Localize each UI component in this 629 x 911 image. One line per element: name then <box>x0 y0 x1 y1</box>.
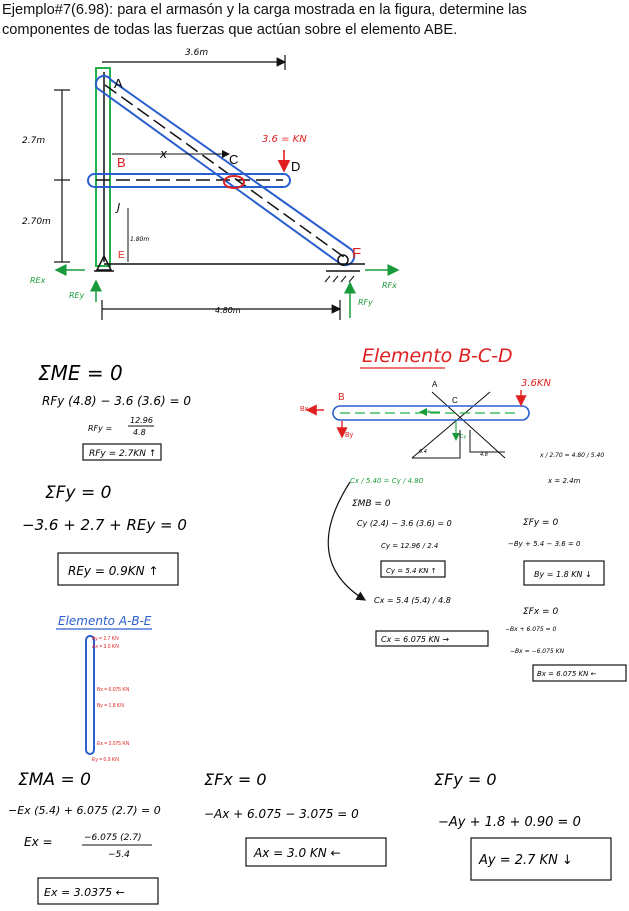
bcd-a-label: A <box>432 380 438 389</box>
bcd-cx-frac: Cx = 5.4 (5.4) / 4.8 <box>374 596 451 605</box>
dim-small-label: 1.80m <box>130 236 150 243</box>
bcd-c-label: C <box>452 396 458 405</box>
bcd-cy-frac: Cy = 12.96 / 2.4 <box>381 542 439 550</box>
ex-frac-num: −6.075 (2.7) <box>84 833 142 843</box>
bcd-ratio2: x / 2.70 = 4.80 / 5.40 <box>540 452 605 459</box>
abe-by: By = 1.8 KN <box>97 703 124 709</box>
bcd-title: Elemento B-C-D <box>362 345 513 367</box>
sum-fy-frame-block <box>22 483 187 585</box>
rfy-result: RFy = 2.7KN ↑ <box>89 449 157 459</box>
dim-x-label: x <box>160 147 168 161</box>
point-e-label: E <box>118 250 125 261</box>
ax-result: Ax = 3.0 KN ← <box>254 846 341 860</box>
bcd-fx-eq1: −Bx + 6.075 = 0 <box>505 626 557 633</box>
point-f-label: F <box>352 245 362 262</box>
abe-block <box>56 614 152 763</box>
ex-frac-den: −5.4 <box>108 850 130 860</box>
rey-result: REy = 0.9KN ↑ <box>68 564 159 578</box>
bcd-load-label: 3.6KN <box>521 378 551 389</box>
rey-label: REy <box>69 291 85 300</box>
sum-fy-eq: −3.6 + 2.7 + REy = 0 <box>22 516 187 534</box>
bcd-by-label: By <box>345 432 354 439</box>
dim-top-label: 3.6m <box>185 48 209 58</box>
bcd-cy-label: Cy <box>460 434 467 440</box>
bcd-fx-result: Bx = 6.075 KN ← <box>537 670 597 678</box>
abe-member <box>86 636 94 754</box>
problem-line-1: Ejemplo#7(6.98): para el armasón y la carga mostrada en la figura, determine las <box>2 2 527 18</box>
load-label: 3.6 = KN <box>262 134 307 145</box>
sum-fy-eq-2: −Ay + 1.8 + 0.90 = 0 <box>438 815 581 830</box>
bcd-b-label: B <box>338 392 345 403</box>
abe-ey: Ey = 0.9 KN <box>92 757 119 763</box>
bcd-fy-eq: −By + 5.4 − 3.6 = 0 <box>508 540 581 548</box>
bcd-bx-label: Bx <box>300 406 309 413</box>
rfy-frac-lhs: RFy = <box>88 424 113 433</box>
abe-ax: Ax = 3.0 KN <box>92 644 119 650</box>
point-b-label: B <box>117 155 126 170</box>
rfy-frac-num: 12.96 <box>130 416 153 425</box>
ex-frac-lhs: Ex = <box>24 835 53 849</box>
bcd-cy-result: Cy = 5.4 KN ↑ <box>386 567 437 575</box>
bcd-ratio1: Cx / 5.40 = Cy / 4.80 <box>350 477 424 485</box>
ay-result: Ay = 2.7 KN ↓ <box>479 853 573 868</box>
bcd-d48-label: 4.8 <box>480 452 488 458</box>
rfy-label: RFy <box>358 298 373 307</box>
moment-e-eq: RFy (4.8) − 3.6 (3.6) = 0 <box>42 394 191 408</box>
abe-ay: Ay = 2.7 KN <box>92 636 119 642</box>
bcd-cx-result: Cx = 6.075 KN → <box>381 635 450 644</box>
bcd-cx-label: Cx <box>424 409 431 415</box>
abe-title: Elemento A-B-E <box>58 614 152 628</box>
point-d-label: D <box>291 159 301 174</box>
bcd-moment-title: ΣMB = 0 <box>352 499 391 509</box>
abe-ex: Ex = 3.075 KN <box>97 741 130 747</box>
bottom-equations <box>8 770 611 904</box>
problem-line-2: componentes de todas las fuerzas que actúan sobre el elemento ABE. <box>2 22 458 38</box>
bcd-fy-result: By = 1.8 KN ↓ <box>534 570 592 579</box>
bcd-x-result: x = 2.4m <box>548 477 581 485</box>
point-j-label: J <box>117 201 121 214</box>
point-c-label: C <box>229 152 239 167</box>
dim-bottom-label: 4.80m <box>215 306 241 315</box>
bcd-fx-eq2: −Bx = −6.075 KN <box>510 648 565 655</box>
moment-e-block <box>38 361 191 460</box>
bcd-block <box>300 345 626 681</box>
rfx-label: RFx <box>382 281 397 290</box>
moment-e-title: ΣME = 0 <box>38 361 123 385</box>
sum-fx-eq: −Ax + 6.075 − 3.075 = 0 <box>204 807 359 821</box>
rfy-frac-den: 4.8 <box>133 428 146 437</box>
sum-fx-title: ΣFx = 0 <box>204 770 267 789</box>
moment-a-title: ΣMA = 0 <box>18 770 91 790</box>
ex-result: Ex = 3.0375 ← <box>44 886 125 899</box>
sum-fy-title: ΣFy = 0 <box>45 483 112 503</box>
dim-lower-left-label: 2.70m <box>22 217 51 227</box>
abe-bx: Bx = 6.075 KN <box>97 687 130 693</box>
sum-fy-title-2: ΣFy = 0 <box>434 770 497 789</box>
frame-figure <box>22 48 398 320</box>
bcd-fx-title: ΣFx = 0 <box>523 607 559 617</box>
dim-upper-left-label: 2.7m <box>22 136 46 146</box>
moment-a-eq: −Ex (5.4) + 6.075 (2.7) = 0 <box>8 804 161 817</box>
bcd-d64-label: 6.4 <box>419 449 427 455</box>
bcd-fy-title: ΣFy = 0 <box>523 518 559 528</box>
point-a-label: A <box>114 76 123 91</box>
rex-label: REx <box>30 276 46 285</box>
bcd-moment-eq: Cy (2.4) − 3.6 (3.6) = 0 <box>357 519 452 528</box>
